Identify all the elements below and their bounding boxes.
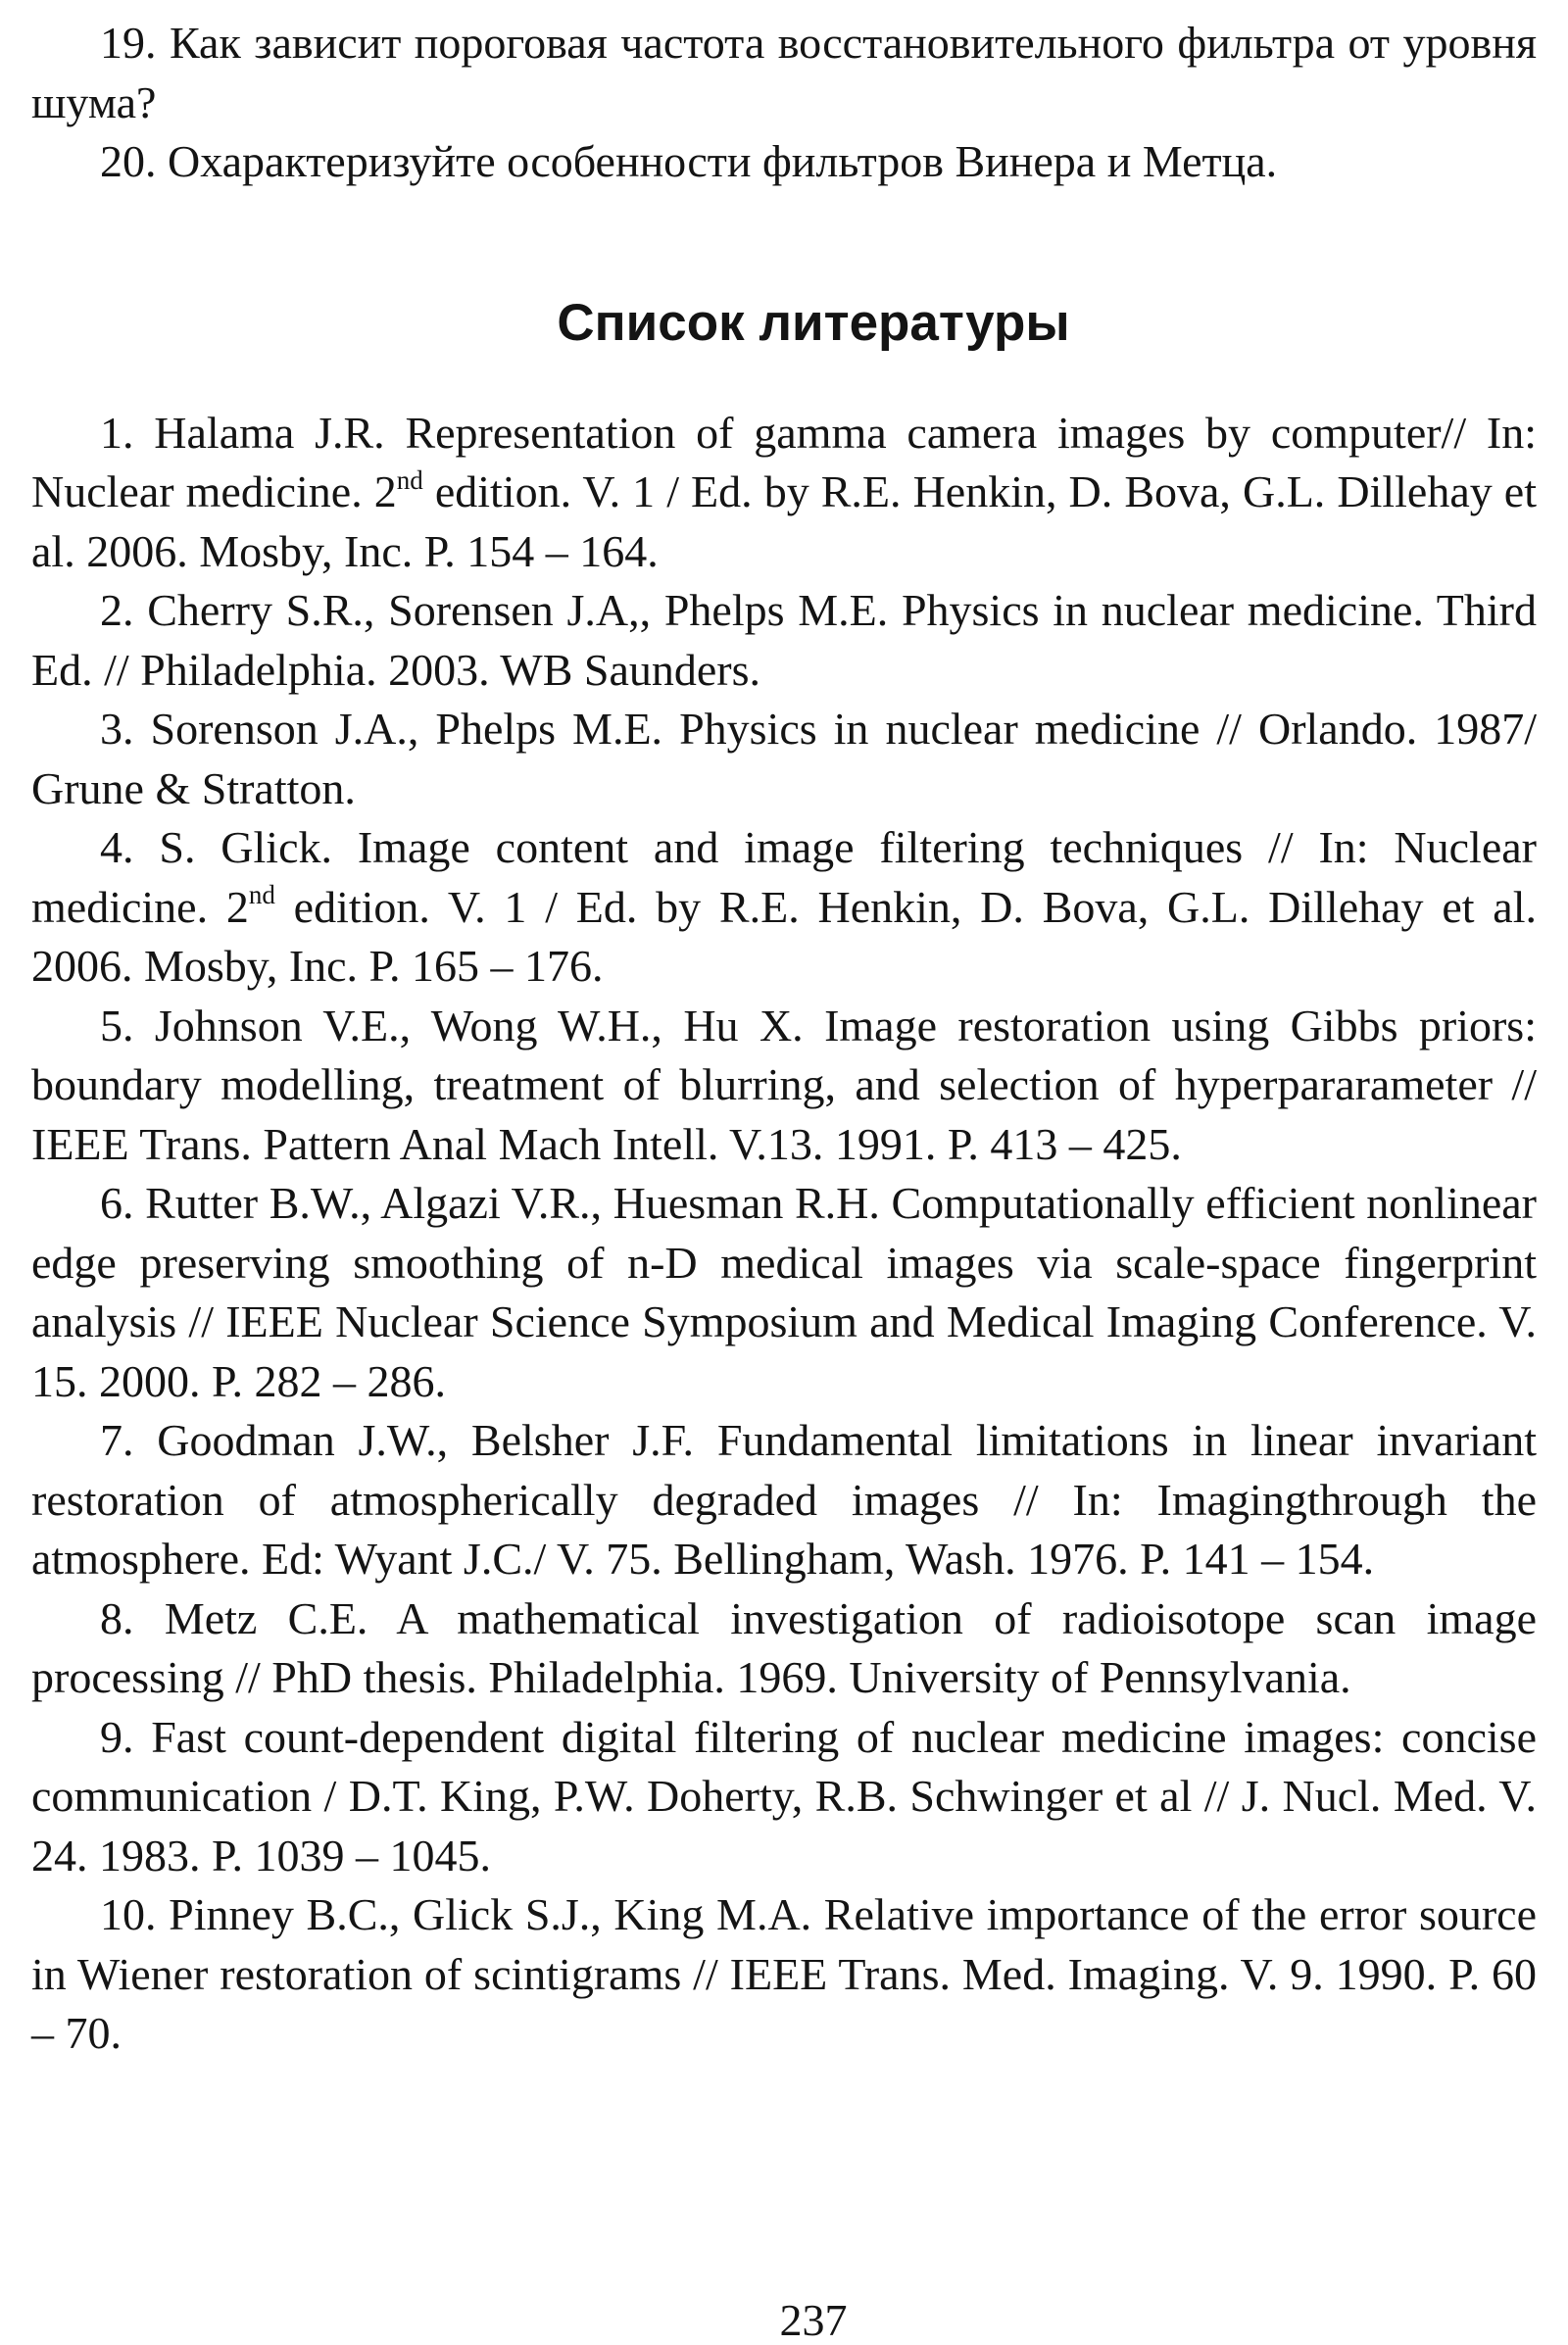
reference-text: 2. Cherry S.R., Sorensen J.A,, Phelps M.E. Physics in nuclear medicine. Third Ed. // Philadelphia. 2003. WB Saunders.	[31, 585, 1537, 695]
question-19	[31, 14, 1537, 132]
question-20	[31, 132, 1537, 192]
superscript: nd	[396, 464, 423, 495]
reference-item	[31, 1589, 1537, 1708]
reference-item	[31, 997, 1537, 1175]
reference-text: 8. Metz C.E. A mathematical investigation of radioisotope scan image processing // PhD thesis. Philadelphia. 1969. University of Pennsylvania.	[31, 1592, 1537, 1702]
page-number: 237	[779, 2295, 848, 2345]
reference-text: 3. Sorenson J.A., Phelps M.E. Physics in nuclear medicine // Orlando. 1987/ Grune & Stratton.	[31, 704, 1537, 813]
reference-item	[31, 581, 1537, 700]
reference-text: 5. Johnson V.E., Wong W.H., Hu X. Image restoration using Gibbs priors: boundary modelling, treatment of blurring, and selection of hyperpararameter // IEEE Trans. Pattern Anal Mach Intell. V.13. 1991. P. 413 – 425.	[31, 1000, 1537, 1169]
reference-text: 10. Pinney B.C., Glick S.J., King M.A. Relative importance of the error source in Wiener restoration of scintigrams // IEEE Trans. Med. Imaging. V. 9. 1990. P. 60 – 70.	[31, 1889, 1537, 2058]
reference-text: 6. Rutter B.W., Algazi V.R., Huesman R.H. Computationally efficient nonlinear edge preserving smoothing of n-D medical images via scale-space fingerprint analysis // IEEE Nuclear Science Symposium and Medical Imaging Conference. V. 15. 2000. P. 282 – 286.	[31, 1178, 1537, 1406]
reference-text: 7. Goodman J.W., Belsher J.F. Fundamental limitations in linear invariant restoration of atmospherically degraded images // In: Imagingthrough the atmosphere. Ed: Wyant J.C./ V. 75. Bellingham, Wash. 1976. P. 141 – 154.	[31, 1415, 1537, 1584]
question-text: Охарактеризуйте особенности фильтров Винера и Метца.	[168, 136, 1278, 186]
question-text: Как зависит пороговая частота восстановительного фильтра от уровня шума?	[31, 18, 1537, 127]
question-number: 20.	[100, 136, 157, 186]
reference-item	[31, 404, 1537, 582]
reference-text-cont: edition. V. 1 / Ed. by R.E. Henkin, D. Bova, G.L. Dillehay et al. 2006. Mosby, Inc. P. 165 – 176.	[31, 881, 1538, 991]
reference-text: 9. Fast count-dependent digital filtering of nuclear medicine images: concise communication / D.T. King, P.W. Doherty, R.B. Schwinger et al // J. Nucl. Med. V. 24. 1983. P. 1039 – 1045.	[31, 1711, 1537, 1881]
reference-item	[31, 1411, 1537, 1589]
question-number: 19.	[100, 18, 157, 68]
reference-item	[31, 1708, 1537, 1886]
heading-wrapper	[31, 294, 1537, 353]
bibliography-heading: Список литературы	[557, 293, 1070, 352]
reference-text: 4. S. Glick. Image content and image filtering techniques // In: Nuclear medicine. 2	[31, 822, 1537, 932]
reference-text: 1. Halama J.R. Representation of gamma camera images by computer// In: Nuclear medicine. 2	[31, 407, 1537, 516]
reference-item	[31, 818, 1537, 997]
reference-item	[31, 1885, 1537, 2064]
page-body	[31, 14, 1537, 2064]
superscript: nd	[248, 880, 275, 910]
reference-item	[31, 700, 1537, 818]
reference-item	[31, 1174, 1537, 1411]
reference-text-cont: edition. V. 1 / Ed. by R.E. Henkin, D. Bova, G.L. Dillehay et al. 2006. Mosby, Inc. P. 154 – 164.	[31, 466, 1537, 576]
